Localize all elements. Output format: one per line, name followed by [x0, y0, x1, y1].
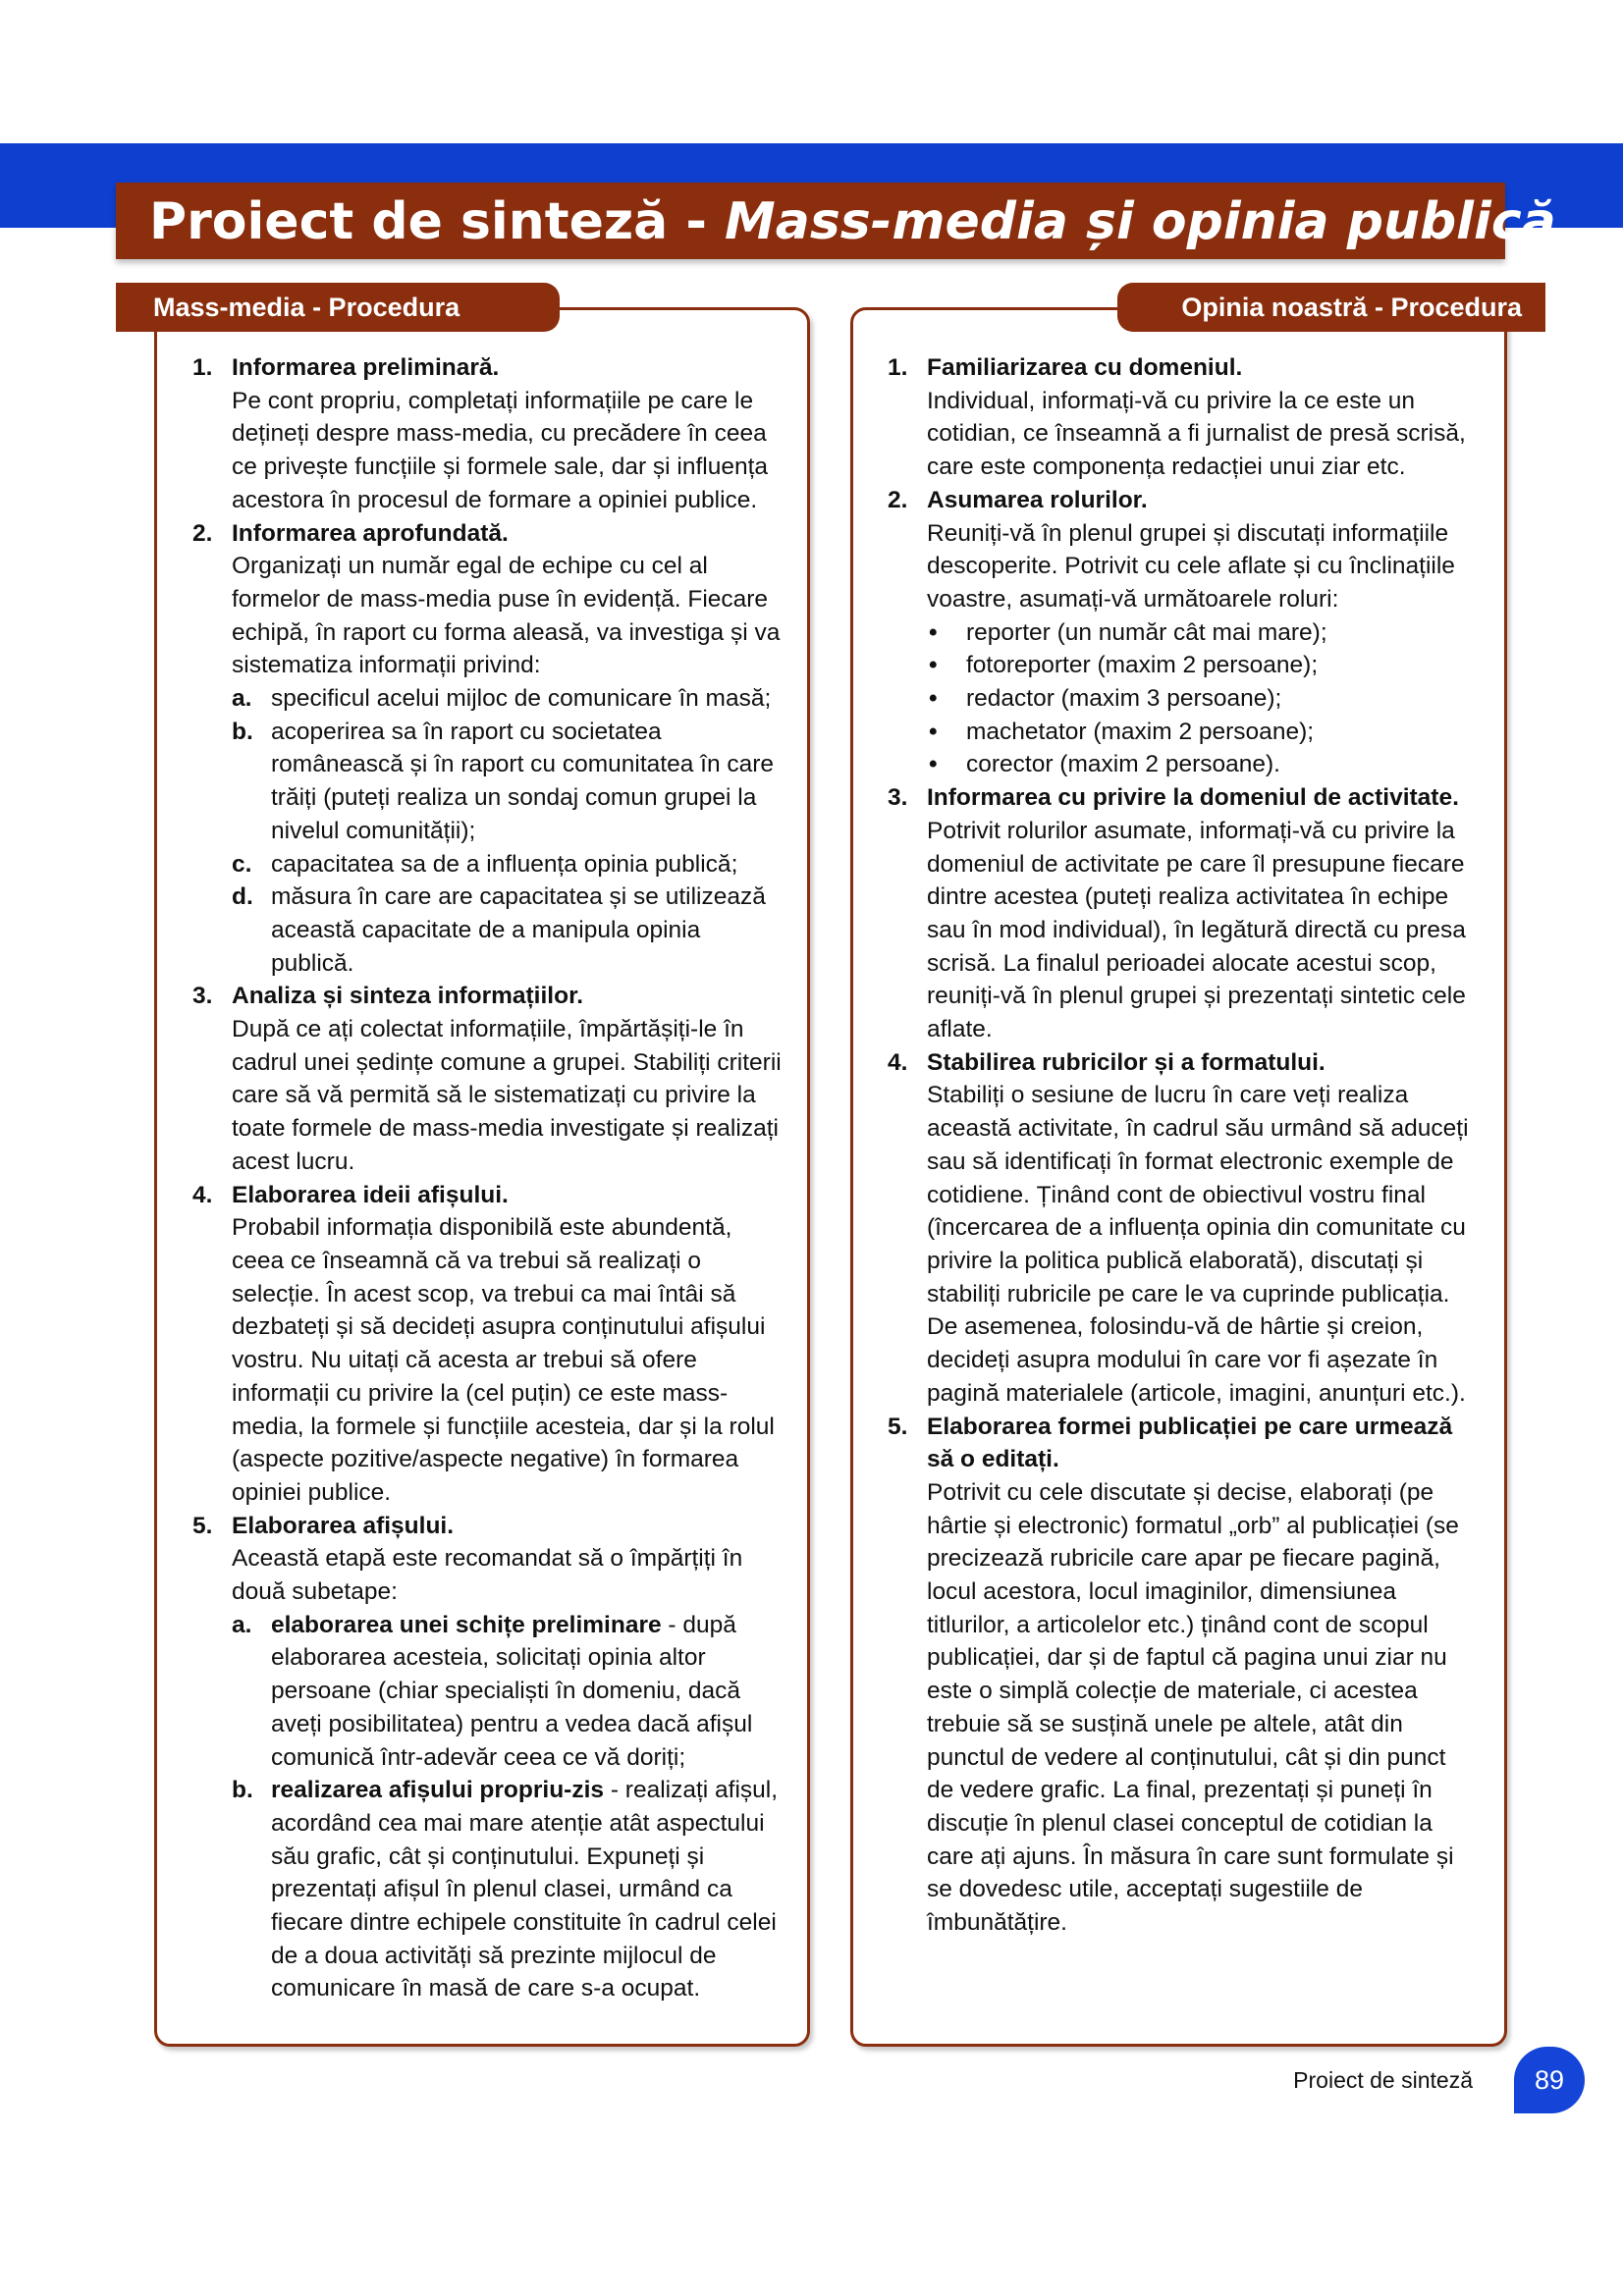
- item-body: Individual, informați-vă cu privire la ce este un cotidian, ce înseamnă a fi jurnalist de presă scrisă, care este componența redacției unui ziar etc.: [927, 387, 1466, 481]
- list-item: [192, 1179, 782, 1510]
- item-number: 1.: [192, 354, 213, 381]
- page-number: 89: [1514, 2047, 1585, 2113]
- item-heading: Informarea aprofundată.: [232, 519, 509, 547]
- item-heading: Analiza și sinteza informațiilor.: [232, 983, 584, 1010]
- item-number: 2.: [192, 519, 213, 547]
- list-item: [888, 781, 1477, 1046]
- role-bullet: • machetator (maxim 2 persoane);: [927, 716, 1477, 749]
- item-body: Stabiliți o sesiune de lucru în care veți realiza această activitate, în cadrul său urmând să aduceți sau să identificați în format electronic exemple de cotidiene. Ținând cont de obiectivul vostru final (încercarea de a influența opinia din comunitate cu privire la politica publică elaborată), discutați și stabiliți rubricile pe care le va cuprinde publicația. De asemenea, folosindu-vă de hârtie și creion, decideți asupra modului în care vor fi așezate în pagină materialele (articole, imagini, anunțuri etc.).: [927, 1082, 1469, 1407]
- item-number: 4.: [192, 1181, 213, 1208]
- item-body: După ce ați colectat informațiile, împărtășiți-le în cadrul unei ședințe comune a grupei. Stabiliți criterii care să vă permită să le sistematizați cu privire la toate formele de mass-media investigate și realizați acest lucru.: [232, 1016, 782, 1175]
- item-number: 2.: [888, 486, 908, 513]
- item-body: Potrivit rolurilor asumate, informați-vă cu privire la domeniul de activitate pe care îl presupune fiecare dintre acestea (puteți realiza activitatea în echipe sau în mod individual), în legătură directă cu presa scrisă. La finalul perioadei alocate acestui scop, reuniți-vă în plenul grupei și prezentați sintetic cele aflate.: [927, 817, 1466, 1043]
- item-body: Pe cont propriu, completați informațiile pe care le dețineți despre mass-media, cu precădere în ceea ce privește funcțiile și formele sale, dar și influența acestora în procesul de formare a opiniei publice.: [232, 387, 769, 513]
- role-bullet: • corector (maxim 2 persoane).: [927, 748, 1477, 781]
- item-heading: Informarea cu privire la domeniul de activitate.: [927, 784, 1459, 812]
- item-body: Organizați un număr egal de echipe cu cel al formelor de mass-media puse în evidență. Fiecare echipă, în raport cu forma aleasă, va investiga și va sistematiza informații privind:: [232, 553, 781, 679]
- list-item: [888, 484, 1477, 781]
- item-heading: Elaborarea ideii afișului.: [232, 1181, 509, 1208]
- item-body: Reuniți-vă în plenul grupei și discutați informațiile descoperite. Potrivit cu cele aflate și cu înclinațiile voastre, asumați-vă următoarele roluri:: [927, 519, 1455, 613]
- role-bullet: • fotoreporter (maxim 2 persoane);: [927, 649, 1477, 682]
- bullet-icon: •: [929, 685, 938, 713]
- list-item: [192, 1510, 782, 2006]
- footer-section-label: Proiect de sinteză: [1293, 2067, 1473, 2093]
- sub-item: a. specificul acelui mijloc de comunicare în masă;: [232, 685, 772, 713]
- bullet-icon: •: [929, 718, 938, 745]
- item-number: 1.: [888, 354, 908, 381]
- right-procedure-list: [888, 351, 1477, 1940]
- item-heading: Elaborarea afișului.: [232, 1512, 455, 1539]
- item-number: 5.: [888, 1413, 908, 1440]
- role-bullet: • redactor (maxim 3 persoane);: [927, 682, 1477, 716]
- role-bullet: • reporter (un număr cât mai mare);: [927, 616, 1477, 650]
- item-number: 4.: [888, 1048, 908, 1076]
- item-body: Potrivit cu cele discutate și decise, elaborați (pe hârtie și electronic) formatul „orb” al publicației (se precizează rubricile care apar pe fiecare pagină, locul acestora, locul imaginilor, dimensiunea titlurilor, a articolelor etc.) ținând cont de scopul publicației, dar și de faptul că pagina unui ziar nu este o simplă colecție de materiale, ci acestea trebuie să se susțină unele pe altele, atât din punctul de vedere al conținutului, cât și din punct de vedere grafic. La final, prezentați și puneți în discuție în plenul clasei conceptul de cotidian la care ați ajuns. În măsura în care sunt formulate și se dovedesc utile, acceptați sugestiile de îmbunătățire.: [927, 1478, 1459, 1937]
- item-body: Probabil informația disponibilă este abundentă, ceea ce înseamnă că va trebui să realizați o selecție. În acest scop, va trebui ca mai întâi să dezbateți și să decideți asupra conținutului afișului vostru. Nu uitați că acesta ar trebui să ofere informații cu privire la (cel puțin) ce este mass-media, la formele și funcțiile acesteia, dar și la rolul (aspecte pozitive/aspecte negative) în formarea opiniei publice.: [232, 1214, 775, 1506]
- item-number: 3.: [192, 983, 213, 1010]
- bullet-icon: •: [929, 751, 938, 778]
- left-panel-tab: Mass-media - Procedura: [116, 283, 560, 332]
- bullet-icon: •: [929, 618, 938, 646]
- sub-item: b. acoperirea sa în raport cu societatea românească și în raport cu comunitatea în care trăiți (puteți realiza un sondaj comun grupei la nivelul comunității);: [232, 718, 775, 844]
- sub-item: c. capacitatea sa de a influența opinia publică;: [232, 850, 738, 878]
- sub-item: d. măsura în care are capacitatea și se utilizează această capacitate de a manipula opinia publică.: [232, 883, 766, 977]
- sub-item: a. elaborarea unei schițe preliminare - după elaborarea acesteia, solicitați opinia altor persoane (chiar specialiști în domeniu, dacă aveți posibilitatea) pentru a vedea dacă afișul comunică într-adevăr ceea ce vă doriți;: [232, 1611, 753, 1771]
- item-heading: Familiarizarea cu domeniul.: [927, 354, 1243, 381]
- list-item: [888, 1411, 1477, 1940]
- item-heading: Stabilirea rubricilor și a formatului.: [927, 1048, 1325, 1076]
- list-item: [192, 980, 782, 1178]
- left-procedure-list: [192, 351, 782, 2005]
- item-heading: Asumarea rolurilor.: [927, 486, 1148, 513]
- sub-item: b. realizarea afișului propriu-zis - realizați afișul, acordând cea mai mare atenție atât aspectului său grafic, cât și conținutului. Expuneți și prezentați afișul în plenul clasei, urmând ca fiecare dintre echipele constituite în cadrul celei de a doua activități să prezinte mijlocul de comunicare în masă de care s-a ocupat.: [232, 1777, 779, 2002]
- list-item: [192, 351, 782, 517]
- item-number: 5.: [192, 1512, 213, 1539]
- bullet-icon: •: [929, 652, 938, 679]
- list-item: [888, 351, 1477, 484]
- list-item: [192, 517, 782, 981]
- list-item: [888, 1046, 1477, 1411]
- item-number: 3.: [888, 784, 908, 812]
- right-panel-tab: Opinia noastră - Procedura: [1117, 283, 1545, 332]
- item-body: Această etapă este recomandat să o împărțiți în două subetape:: [232, 1545, 743, 1606]
- item-heading: Informarea preliminară.: [232, 354, 500, 381]
- item-heading: Elaborarea formei publicației pe care urmează să o editați.: [927, 1413, 1453, 1473]
- page-title: Proiect de sinteză - Mass-media și opinia publică: [149, 192, 1556, 251]
